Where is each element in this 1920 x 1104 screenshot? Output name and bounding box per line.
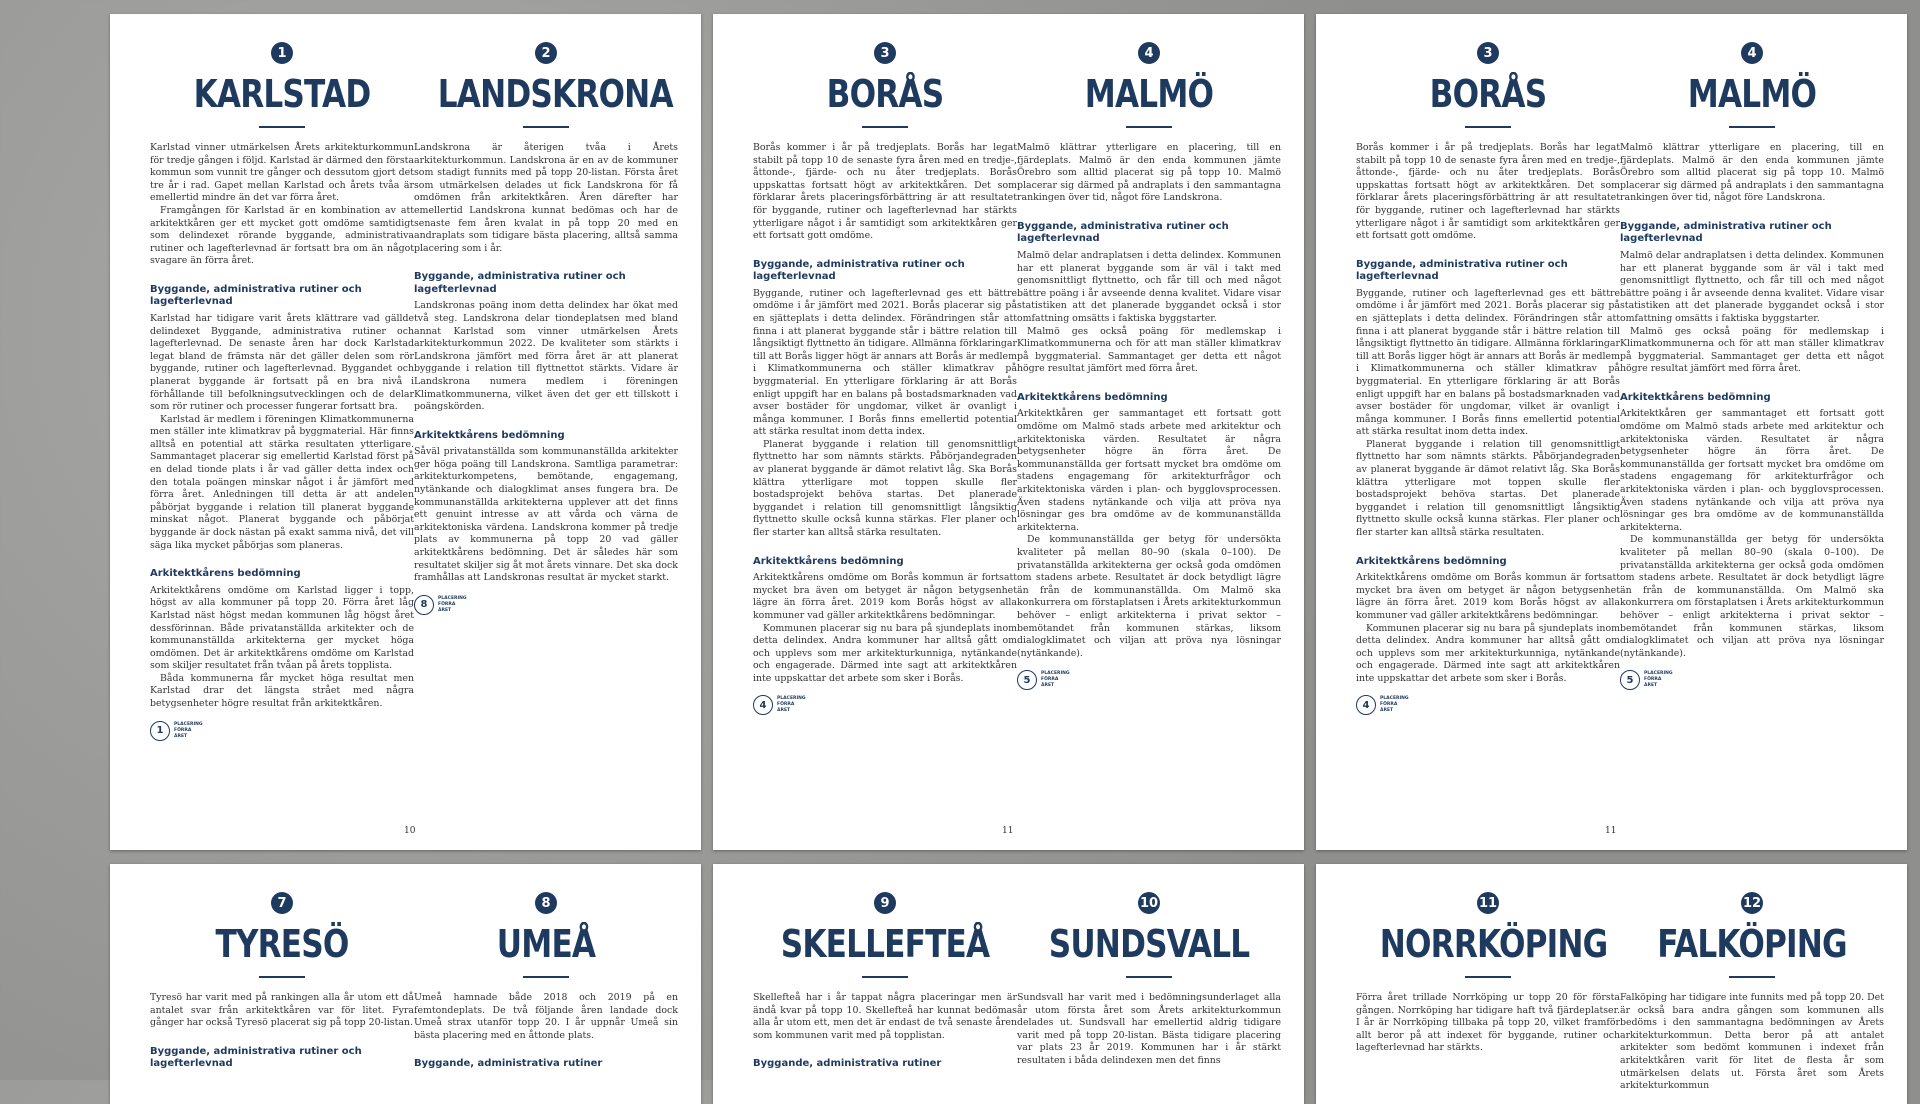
previous-placement-badge [1356,695,1620,715]
body-paragraph: Malmö delar andraplatsen i detta delindex. Kommunen har ett planerat byggande som är väl i takt med genomsnittligt flyttnetto, och får till och med något bättre poäng i år avseende denna kvalitet. Vidare visar statistiken att det planerade byggandet också i stor omfattning omsätts i faktiska byggstarter. [1620,249,1884,324]
section-heading: Byggande, administrativa rutiner och lagefterlevnad [150,1045,362,1070]
body-paragraph: Malmö klättrar ytterligare en placering, till en fjärdeplats. Malmö är den enda kommunen jämte Örebro som alltid placerat sig på topp 10. Malmö placerar sig därmed på andraplats i den sammantagna rankingen över tid, något före Landskrona. [1017,142,1281,204]
section-heading: Byggande, administrativa rutiner och lagefterlevnad [414,271,626,295]
previous-placement-number: 4 [1356,695,1376,715]
body-paragraph: Planerat byggande i relation till genomsnittligt flyttnetto har som nämnts stärkts. Påbörjandegraden av planerat byggande är dämot relativt låg. Ska Borås klättra ytterligare mot toppen skulle fler bostadsprojekt behöva startas. Det planerade byggandet i relation till genomsnittligt långsiktig flyttnetto skulle också kunna stärkas. Fler planer och fler starter kan alltså stärka resultaten. [1356,438,1620,539]
city-column [753,14,1017,715]
page-spread-right [1316,14,1907,850]
body-paragraph: Arkitektkårens omdöme om Karlstad ligger i topp, högst av alla kommuner på topp 20. Förra året låg Karlstad näst högst medan kommunen låg högst året dessförinnan. Både privatanställda arkitekter och de kommunanställda arkitekterna ger mycket höga omdömen. Det är arkitektkårens omdöme om Karlstad som skiljer resultatet från tvåan på årets topplista. [150,584,414,672]
title-divider [523,126,569,128]
body-paragraph: Malmö delar andraplatsen i detta delindex. Kommunen har ett planerat byggande som är väl i takt med genomsnittligt flyttnetto, och får till och med något bättre poäng i år avseende denna kvalitet. Vidare visar statistiken att det planerade byggandet också i stor omfattning omsätts i faktiska byggstarter. [1017,249,1281,324]
city-title: KARLSTAD [193,72,371,116]
ranking-number-badge: 9 [874,892,896,914]
page-number: 10 [404,826,416,836]
body-paragraph: Framgången för Karlstad är en kombination av att arkitektkåren ger ett mycket gott omdöme samtidigt som delindexet rörande byggande, administrativa rutiner och lagefterlevnad är fortsatt bra om än något svagare än förra året. [150,204,414,267]
body-paragraph: Sundsvall har varit med i bedömningsunderlaget alla år utom första året som Årets arkitekturkommun delades ut. Sundsvall har emellertid aldrig tidigare varit med på topp 20-listan. Bästa tidigare placering var plats 23 år 2019. Kommunen har i år stärkt resultaten i båda delindexen men det finns [1017,992,1281,1066]
city-title: FALKÖPING [1657,922,1847,966]
section-heading: Arkitektkårens bedömning [1356,555,1507,567]
title-divider [1126,976,1172,978]
body-paragraph: Arkitektkårens omdöme om Borås kommun är fortsatt mycket bra även om betyget är någon betygsenhet lägre än förra året. 2019 kom Borås högst av alla kommuner vad gäller arkitektkårens bedömningar. [753,572,1017,621]
section-heading: Byggande, administrativa rutiner och lagefterlevnad [1356,258,1568,283]
body-paragraph: Skellefteå har i år tappat några placeringar men är ändå kvar på topp 10. Skellefteå har kunnat bedömas alla år utom ett, men det är endast de två senaste åren som kommunen varit med på topplistan. [753,992,1017,1041]
section-heading: Arkitektkårens bedömning [753,555,904,567]
page-spread-middle [713,14,1304,850]
previous-placement-number: 8 [414,595,434,615]
body-paragraph: Malmö klättrar ytterligare en placering, till en fjärdeplats. Malmö är den enda kommunen jämte Örebro som alltid placerat sig på topp 10. Malmö placerar sig därmed på andraplats i den sammantagna rankingen över tid, något före Landskrona. [1620,142,1884,204]
previous-placement-number: 4 [753,695,773,715]
title-divider [862,126,908,128]
previous-placement-label: PLACERING FÖRRA ÅRET [1041,671,1070,689]
city-column [753,864,1017,1075]
city-column [150,14,414,741]
body-paragraph: Karlstad har tidigare varit årets klättrare vad gällde delindexet Byggande, administrativa rutiner och lagefterlevnad. De senaste åren har dock Karlstad legat bland de främsta när det gäller delen som rör byggande, rutiner och lagefterlevnad. Byggandet och planerat byggande är fortsatt på en bra nivå i förhållande till befolkningsutvecklingen och de delar som rör rutiner och processer fungerar fortsatt bra. [150,312,414,413]
title-divider [1465,126,1511,128]
previous-placement-number: 5 [1017,670,1037,690]
page-bottom-middle [713,864,1304,1104]
previous-placement-number: 5 [1620,670,1640,690]
section-heading: Byggande, administrativa rutiner [753,1058,942,1070]
section-heading: Byggande, administrativa rutiner och lagefterlevnad [1620,220,1832,245]
body-paragraph: Byggande, rutiner och lagefterlevnad ges ett bättre omdöme i år jämfört med 2021. Borås placerar sig på en sjätteplats i detta delindex. Förändringen står att finna i att planerat byggande står i bättre relation till långsiktigt flyttnetto än tidigare. Allmänna förklaringar till att Borås ligger högt är annars att Borås är medlem i Klimatkommunerna och ställer klimatkrav på byggmaterial. En ytterligare förklaring är att Borås enligt uppgift har en balans på bostadsmarknaden vad avser bostäder för ungdomar, vilket är ovanligt i många kommuner. I Borås finns emellertid potential att stärka resultat inom detta index. [753,287,1017,438]
title-divider [1126,126,1172,128]
body-paragraph: Landskronas poäng inom detta delindex har ökat med två steg. Landskrona delar tiondeplatsen med bland annat Karlstad som vinner utmärkelsen Årets arkitekturkommun 2022. De kvaliteter som stärkts i Landskrona jämfört med förra året är att planerat byggande i relation till flyttnettot stärkts. Vidare är Landskrona numera medlem i föreningen Klimatkommunerna, vilket även det ger ett tillskott i poängskörden. [414,300,678,413]
city-column [414,864,678,1075]
city-title: BORÅS [1429,72,1547,116]
body-paragraph: Arkitektkåren ger sammantaget ett fortsatt gott omdöme om Malmö stads arbete med arkitektur och arkitektoniska värden. Resultatet är några betygsenheter högre än förra året. De kommunanställda ger fortsatt mycket bra omdöme om stadens engagemang för arkitekturfrågor och arkitektoniska värden i plan- och bygglovsprocessen. Även stadens nytänkande och vilja att pröva nya lösningar ges bra omdöme av de kommunanställda arkitekterna. [1017,408,1281,533]
body-paragraph: Kommunen placerar sig nu bara på sjundeplats inom detta delindex. Andra kommuner har alltså gått om och upplevs som mer arkitekturkunniga, nytänkande och engagerade. Därmed inte sagt att arkitektkåren inte uppskattar det arbete som sker i Borås. [1356,622,1620,684]
body-paragraph: Borås kommer i år på tredjeplats. Borås har legat stabilt på topp 10 de senaste fyra åren med en tredje-, åttonde-, fjärde- och nu åter tredjeplats. Borås uppskattas fortsatt högt av arkitektkåren. Det som förklarar årets placeringsförbättring är att resultatet för byggande, rutiner och lagefterlevnad har stärkts ytterligare något i år samtidigt som arkitektkåren ger ett fortsatt gott omdöme. [753,142,1017,242]
page-bottom-right [1316,864,1907,1104]
body-paragraph: Planerat byggande i relation till genomsnittligt flyttnetto har som nämnts stärkts. Påbörjandegraden av planerat byggande är dämot relativt låg. Ska Borås klättra ytterligare mot toppen skulle fler bostadsprojekt behöva startas. Det planerade byggandet i relation till genomsnittligt långsiktig flyttnetto skulle också kunna stärkas. Fler planer och fler starter kan alltså stärka resultaten. [753,438,1017,539]
previous-placement-label: PLACERING FÖRRA ÅRET [1380,696,1409,714]
previous-placement-number: 1 [150,721,170,741]
section-heading: Byggande, administrativa rutiner och lagefterlevnad [753,258,965,283]
body-paragraph: Kommunen placerar sig nu bara på sjundeplats inom detta delindex. Andra kommuner har alltså gått om och upplevs som mer arkitekturkunniga, nytänkande och engagerade. Därmed inte sagt att arkitektkåren inte uppskattar det arbete som sker i Borås. [753,622,1017,684]
body-paragraph: Tyresö har varit med på rankingen alla år utom ett då antalet svar från arkitektkåren var för litet. Fyra gånger har också Tyresö placerat sig på topp 20-listan. [150,992,414,1029]
page-number: 11 [1605,826,1617,836]
body-paragraph: Landskrona är återigen tvåa i Årets arkitekturkommun. Landskrona är en av de kommuner som stadigt funnits med på topp 20-listan. Första året som utmärkelsen delades ut fick Landskrona för få omdömen från arkitektkåren. Åren därefter har emellertid Landskrona kunnat bedömas och har de senaste fem åren kvalat in på topp 20 med en andraplats som tidigare bästa placering, alltså samma placering som i år. [414,142,678,254]
city-title: MALMÖ [1084,72,1214,116]
previous-placement-badge [150,721,414,741]
previous-placement-label: PLACERING FÖRRA ÅRET [1644,671,1673,689]
body-paragraph: Falköping har tidigare inte funnits med på topp 20. Det är också bara andra gången som kommunen alls bedöms i den sammantagna bedömningen av Årets arkitekturkommun. Detta beror på att antalet arkitekter som bedömt kommunen i indexet från arkitektkåren varit för litet de flesta år som utmärkelsen delats ut. Första året som Årets arkitekturkommun [1620,992,1884,1092]
body-paragraph: Malmö ges också poäng för medlemskap i Klimatkommunerna och för att man ställer klimatkrav på byggmaterial. Sammantaget ger detta ett något högre resultat jämfört med förra året. [1620,325,1884,375]
title-divider [1729,126,1775,128]
ranking-number-badge: 2 [535,42,557,64]
body-paragraph: Borås kommer i år på tredjeplats. Borås har legat stabilt på topp 10 de senaste fyra åren med en tredje-, åttonde-, fjärde- och nu åter tredjeplats. Borås uppskattas fortsatt högt av arkitektkåren. Det som förklarar årets placeringsförbättring är att resultatet för byggande, rutiner och lagefterlevnad har stärkts ytterligare något i år samtidigt som arkitektkåren ger ett fortsatt gott omdöme. [1356,142,1620,242]
city-title: TYRESÖ [215,922,349,966]
body-paragraph: Såväl privatanställda som kommunanställda arkitekter ger höga poäng till Landskrona. Samtliga parametrar: arkitekturkompetens, bemötande, engagemang, nytänkande och dialogklimat anses fungera bra. De kommunanställda arkitekterna upplever att det finns ett genuint intresse av att vårda och värna de arkitektoniska värdena. Landskrona kommer på tredje plats av kommunerna på topp 20 vad gäller arkitektkårens bedömning. Det är således här som resultatet skiljer sig åt mot årets vinnare. Det ska dock framhållas att Landskronas resultat är mycket starkt. [414,446,678,584]
ranking-number-badge: 11 [1477,892,1499,914]
city-title: BORÅS [826,72,944,116]
page-number: 11 [1002,826,1014,836]
body-paragraph: Umeå hamnade både 2018 och 2019 på en femtondeplats. De två följande åren landade dock Umeå strax utanför topp 20. I år uppnår Umeå sin bästa placering med en åttonde plats. [414,992,678,1041]
title-divider [1465,976,1511,978]
section-heading: Arkitektkårens bedömning [414,429,565,441]
ranking-number-badge: 4 [1138,42,1160,64]
body-paragraph: De kommunanställda ger betyg för undersökta kvaliteter på mellan 80–90 (skala 0–100). De privatanställda arkitekterna ger också goda omdömen om stadens arbete. Resultatet är dock betydligt lägre än från de kommunanställda. Om Malmö ska konkurrera om förstaplatsen i Årets arkitekturkommun behöver – enligt arkitekterna i privat sektor – bemötandet från kommunen stärkas, liksom dialogklimatet och viljan att pröva nya lösningar (nytänkande). [1620,534,1884,659]
city-title: SUNDSVALL [1048,922,1250,966]
page-bottom-left [110,864,701,1104]
body-paragraph: Karlstad vinner utmärkelsen Årets arkitekturkommun för tredje gången i följd. Karlstad är därmed den första kommun som vunnit tre gånger och dessutom gjort det tre år i rad. Gapet mellan Karlstad och årets tvåa är emellertid mindre än det var förra året. [150,142,414,204]
city-column [414,14,678,615]
title-divider [523,976,569,978]
city-title: NORRKÖPING [1379,922,1608,966]
city-column [1620,14,1884,690]
previous-placement-badge [1017,670,1281,690]
ranking-number-badge: 4 [1741,42,1763,64]
section-heading: Arkitektkårens bedömning [1017,391,1168,403]
page-spread-left [110,14,701,850]
title-divider [259,976,305,978]
section-heading: Arkitektkårens bedömning [1620,391,1771,403]
city-title: MALMÖ [1687,72,1817,116]
title-divider [862,976,908,978]
previous-placement-label: PLACERING FÖRRA ÅRET [438,595,467,613]
ranking-number-badge: 3 [874,42,896,64]
section-heading: Arkitektkårens bedömning [150,568,301,580]
ranking-number-badge: 7 [271,892,293,914]
body-paragraph: Byggande, rutiner och lagefterlevnad ges ett bättre omdöme i år jämfört med 2021. Borås placerar sig på en sjätteplats i detta delindex. Förändringen står att finna i att planerat byggande står i bättre relation till långsiktigt flyttnetto än tidigare. Allmänna förklaringar till att Borås ligger högt är annars att Borås är medlem i Klimatkommunerna och ställer klimatkrav på byggmaterial. En ytterligare förklaring är att Borås enligt uppgift har en balans på bostadsmarknaden vad avser bostäder för ungdomar, vilket är ovanligt i många kommuner. I Borås finns emellertid potential att stärka resultat inom detta index. [1356,287,1620,438]
section-heading: Byggande, administrativa rutiner [414,1058,603,1070]
city-column [1356,864,1620,1055]
city-column [1620,864,1884,1093]
title-divider [1729,976,1775,978]
body-paragraph: Förra året trillade Norrköping ur topp 20 för första gången. Norrköping har tidigare haft två fjärdeplatser. I år är Norrköping tillbaka på topp 20, vilket framför allt beror på att indexet för byggande, rutiner och lagefterlevnad har stärkts. [1356,992,1620,1054]
city-column [1017,14,1281,690]
city-title: SKELLEFTEÅ [780,922,990,966]
previous-placement-badge [1620,670,1884,690]
title-divider [259,126,305,128]
body-paragraph: Arkitektkåren ger sammantaget ett fortsatt gott omdöme om Malmö stads arbete med arkitektur och arkitektoniska värden. Resultatet är några betygsenheter högre än förra året. De kommunanställda ger fortsatt mycket bra omdöme om stadens engagemang för arkitekturfrågor och arkitektoniska värden i plan- och bygglovsprocessen. Även stadens nytänkande och vilja att pröva nya lösningar ges bra omdöme av de kommunanställda arkitekterna. [1620,408,1884,533]
ranking-number-badge: 3 [1477,42,1499,64]
previous-placement-label: PLACERING FÖRRA ÅRET [777,696,806,714]
section-heading: Byggande, administrativa rutiner och lagefterlevnad [150,283,362,308]
city-title: UMEÅ [496,922,596,966]
ranking-number-badge: 1 [271,42,293,64]
ranking-number-badge: 8 [535,892,557,914]
body-paragraph: Malmö ges också poäng för medlemskap i Klimatkommunerna och för att man ställer klimatkrav på byggmaterial. Sammantaget ger detta ett något högre resultat jämfört med förra året. [1017,325,1281,375]
ranking-number-badge: 10 [1138,892,1160,914]
ranking-number-badge: 12 [1741,892,1763,914]
previous-placement-label: PLACERING FÖRRA ÅRET [174,721,203,739]
previous-placement-badge [414,595,678,615]
previous-placement-badge [753,695,1017,715]
city-column [1356,14,1620,715]
city-title: LANDSKRONA [437,72,673,116]
body-paragraph: Båda kommunerna får mycket höga resultat men Karlstad drar det längsta strået med några betygsenheter högre resultat från arkitektkåren. [150,672,414,710]
body-paragraph: Arkitektkårens omdöme om Borås kommun är fortsatt mycket bra även om betyget är någon betygsenhet lägre än förra året. 2019 kom Borås högst av alla kommuner vad gäller arkitektkårens bedömningar. [1356,572,1620,621]
body-paragraph: De kommunanställda ger betyg för undersökta kvaliteter på mellan 80–90 (skala 0–100). De privatanställda arkitekterna ger också goda omdömen om stadens arbete. Resultatet är dock betydligt lägre än från de kommunanställda. Om Malmö ska konkurrera om förstaplatsen i Årets arkitekturkommun behöver – enligt arkitekterna i privat sektor – bemötandet från kommunen stärkas, liksom dialogklimatet och viljan att pröva nya lösningar (nytänkande). [1017,534,1281,659]
section-heading: Byggande, administrativa rutiner och lagefterlevnad [1017,220,1229,245]
city-column [1017,864,1281,1068]
city-column [150,864,414,1075]
body-paragraph: Karlstad är medlem i föreningen Klimatkommunerna men ställer inte klimatkrav på byggmaterial. Här finns alltså en potential att stärka resultaten ytterligare. Sammantaget placerar sig emellertid Karlstad först på en delad tionde plats i år vad gäller detta index och den totala poängen minskar något i år jämfört med förra året. Anledningen till detta är att andelen påbörjat byggande i relation till planerat byggande minskat något. Planerat byggande och påbörjat byggande är dock nästan på exakt samma nivå, det vill säga lika mycket påbörjas som planeras. [150,413,414,551]
